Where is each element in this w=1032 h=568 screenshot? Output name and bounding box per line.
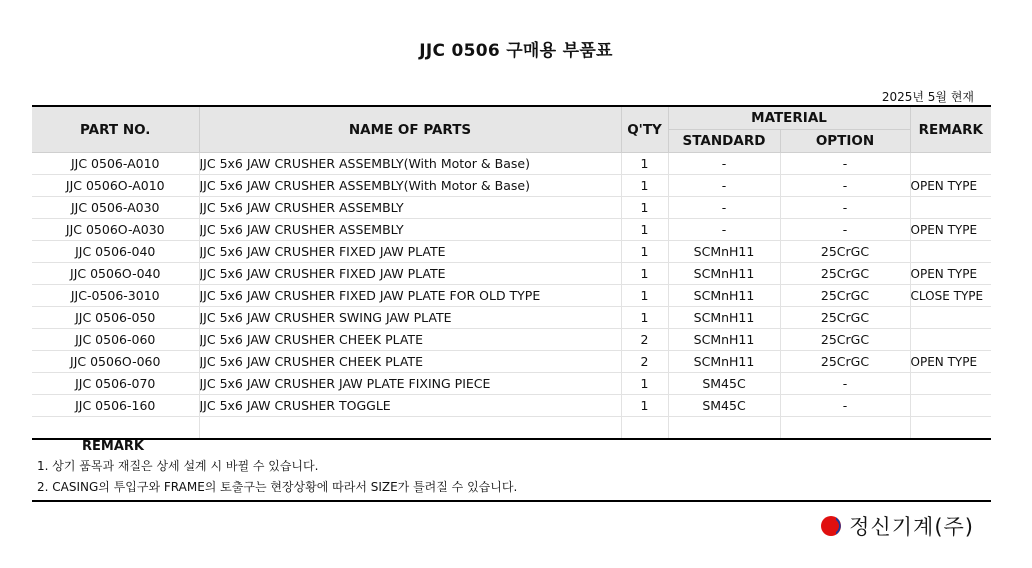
table-row — [32, 197, 991, 219]
part-name-cell: JJC 5x6 JAW CRUSHER SWING JAW PLATE — [199, 307, 621, 329]
table-row — [32, 263, 991, 285]
header-standard: STANDARD — [668, 130, 780, 153]
part-no-cell: JJC 0506O-A010 — [32, 175, 199, 197]
part-no-cell: JJC 0506-070 — [32, 373, 199, 395]
remark-cell — [910, 329, 991, 351]
part-no-cell: JJC 0506O-A030 — [32, 219, 199, 241]
table-row — [32, 351, 991, 373]
part-no-cell: JJC 0506-050 — [32, 307, 199, 329]
option-material-cell: 25CrGC — [780, 329, 910, 351]
part-name-cell: JJC 5x6 JAW CRUSHER TOGGLE — [199, 395, 621, 417]
standard-material-cell: - — [668, 153, 780, 175]
remark-cell — [910, 197, 991, 219]
standard-material-cell: - — [668, 197, 780, 219]
option-material-cell: - — [780, 197, 910, 219]
date-stamp: 2025년 5월 현재 — [881, 90, 974, 104]
part-name-cell: JJC 5x6 JAW CRUSHER ASSEMBLY — [199, 219, 621, 241]
remark-cell — [910, 307, 991, 329]
qty-cell: 1 — [621, 307, 668, 329]
remark-note-2: 2. CASING의 투입구와 FRAME의 토출구는 현장상황에 따라서 SIZE가 틀려질 수 있습니다. — [37, 480, 518, 494]
header-name-of-parts: NAME OF PARTS — [199, 106, 621, 153]
footer-divider — [32, 500, 991, 502]
option-material-cell: - — [780, 373, 910, 395]
standard-material-cell — [668, 417, 780, 440]
parts-table-body — [32, 153, 991, 440]
qty-cell — [621, 417, 668, 440]
table-row — [32, 329, 991, 351]
qty-cell: 1 — [621, 175, 668, 197]
qty-cell: 1 — [621, 219, 668, 241]
standard-material-cell: - — [668, 219, 780, 241]
part-name-cell — [199, 417, 621, 440]
table-row — [32, 153, 991, 175]
table-row — [32, 307, 991, 329]
remark-cell: CLOSE TYPE — [910, 285, 991, 307]
standard-material-cell: SCMnH11 — [668, 329, 780, 351]
part-name-cell: JJC 5x6 JAW CRUSHER FIXED JAW PLATE — [199, 241, 621, 263]
standard-material-cell: SCMnH11 — [668, 351, 780, 373]
table-row — [32, 395, 991, 417]
option-material-cell: 25CrGC — [780, 241, 910, 263]
qty-cell: 1 — [621, 373, 668, 395]
standard-material-cell: SM45C — [668, 373, 780, 395]
option-material-cell: 25CrGC — [780, 307, 910, 329]
part-name-cell: JJC 5x6 JAW CRUSHER ASSEMBLY(With Motor & Base) — [199, 153, 621, 175]
header-qty: Q'TY — [621, 106, 668, 153]
header-option: OPTION — [780, 130, 910, 153]
option-material-cell: - — [780, 175, 910, 197]
part-no-cell: JJC-0506-3010 — [32, 285, 199, 307]
remark-cell: OPEN TYPE — [910, 219, 991, 241]
table-row — [32, 219, 991, 241]
table-row — [32, 417, 991, 440]
remarks-section — [32, 438, 991, 498]
qty-cell: 1 — [621, 153, 668, 175]
table-row — [32, 285, 991, 307]
standard-material-cell: SCMnH11 — [668, 285, 780, 307]
document-title: JJC 0506 구매용 부품표 — [419, 41, 613, 61]
part-no-cell: JJC 0506-160 — [32, 395, 199, 417]
part-name-cell: JJC 5x6 JAW CRUSHER ASSEMBLY — [199, 197, 621, 219]
qty-cell: 1 — [621, 263, 668, 285]
option-material-cell: 25CrGC — [780, 263, 910, 285]
option-material-cell: 25CrGC — [780, 351, 910, 373]
remark-cell — [910, 417, 991, 440]
remark-cell — [910, 153, 991, 175]
part-no-cell: JJC 0506-A010 — [32, 153, 199, 175]
company-name: 정신기계(주) — [849, 515, 974, 539]
standard-material-cell: SCMnH11 — [668, 263, 780, 285]
qty-cell: 1 — [621, 197, 668, 219]
parts-table — [32, 105, 991, 440]
part-name-cell: JJC 5x6 JAW CRUSHER JAW PLATE FIXING PIECE — [199, 373, 621, 395]
option-material-cell: - — [780, 153, 910, 175]
qty-cell: 1 — [621, 241, 668, 263]
part-no-cell: JJC 0506-A030 — [32, 197, 199, 219]
standard-material-cell: SCMnH11 — [668, 307, 780, 329]
part-name-cell: JJC 5x6 JAW CRUSHER CHEEK PLATE — [199, 329, 621, 351]
remark-note-1: 1. 상기 품목과 재질은 상세 설계 시 바뀔 수 있습니다. — [37, 459, 319, 473]
qty-cell: 1 — [621, 395, 668, 417]
qty-cell: 2 — [621, 329, 668, 351]
table-row — [32, 241, 991, 263]
remark-cell: OPEN TYPE — [910, 351, 991, 373]
option-material-cell: 25CrGC — [780, 285, 910, 307]
part-no-cell: JJC 0506-060 — [32, 329, 199, 351]
option-material-cell: - — [780, 395, 910, 417]
part-no-cell: JJC 0506O-060 — [32, 351, 199, 373]
header-remark: REMARK — [910, 106, 991, 153]
standard-material-cell: SM45C — [668, 395, 780, 417]
red-circle-logo-icon — [821, 515, 843, 537]
table-row — [32, 373, 991, 395]
part-name-cell: JJC 5x6 JAW CRUSHER ASSEMBLY(With Motor & Base) — [199, 175, 621, 197]
part-name-cell: JJC 5x6 JAW CRUSHER FIXED JAW PLATE — [199, 263, 621, 285]
part-name-cell: JJC 5x6 JAW CRUSHER CHEEK PLATE — [199, 351, 621, 373]
part-name-cell: JJC 5x6 JAW CRUSHER FIXED JAW PLATE FOR OLD TYPE — [199, 285, 621, 307]
remark-cell: OPEN TYPE — [910, 175, 991, 197]
part-no-cell: JJC 0506-040 — [32, 241, 199, 263]
standard-material-cell: - — [668, 175, 780, 197]
part-no-cell — [32, 417, 199, 440]
qty-cell: 1 — [621, 285, 668, 307]
part-no-cell: JJC 0506O-040 — [32, 263, 199, 285]
option-material-cell — [780, 417, 910, 440]
standard-material-cell: SCMnH11 — [668, 241, 780, 263]
option-material-cell: - — [780, 219, 910, 241]
qty-cell: 2 — [621, 351, 668, 373]
remark-cell — [910, 395, 991, 417]
remark-cell — [910, 241, 991, 263]
remark-cell — [910, 373, 991, 395]
remarks-title: REMARK — [82, 439, 144, 454]
header-part-no: PART NO. — [32, 106, 199, 153]
company-signature — [821, 512, 974, 540]
header-material: MATERIAL — [668, 106, 910, 130]
table-row — [32, 175, 991, 197]
remark-cell: OPEN TYPE — [910, 263, 991, 285]
